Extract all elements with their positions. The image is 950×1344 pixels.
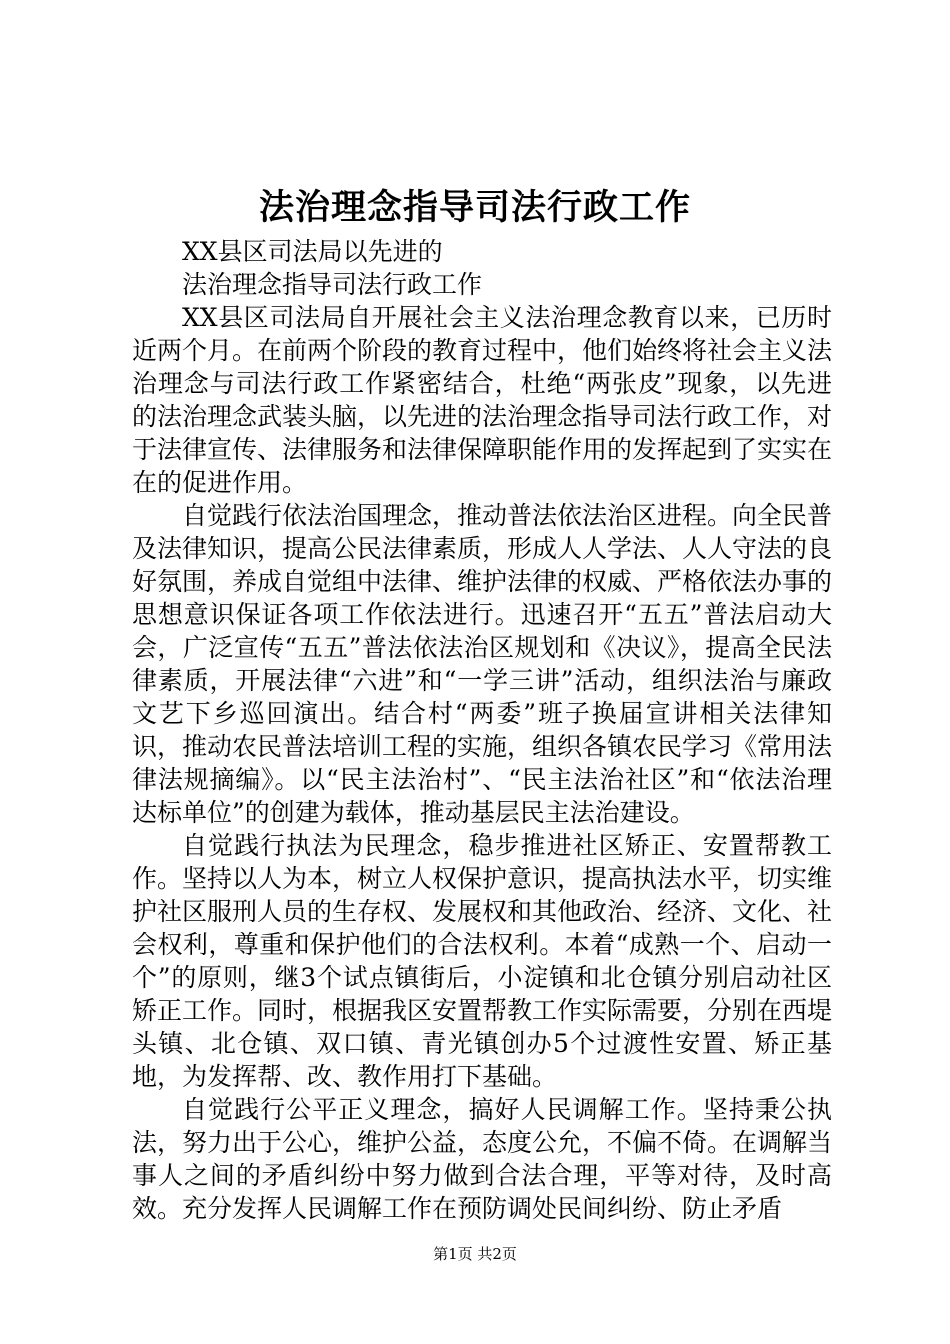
document-body (132, 235, 832, 1225)
paragraph-intro: XX县区司法局自开展社会主义法治理念教育以来，已历时近两个月。在前两个阶段的教育过程中，他们始终将社会主义法治理念与司法行政工作紧密结合，杜绝“两张皮”现象，以先进的法治理念武装头脑，以先进的法治理念指导司法行政工作，对于法律宣传、法律服务和法律保障职能作用的发挥起到了实实在在的促进作用。 (132, 303, 833, 497)
document-title: 法治理念指导司法行政工作 (258, 187, 691, 228)
paragraph-fairness-justice: 自觉践行公平正义理念，搞好人民调解工作。坚持秉公执法，努力出于公心，维护公益，态度公允，不偏不倚。在调解当事人之间的矛盾纠纷中努力做到合法合理，平等对待，及时高效。充分发挥人民调解工作在预防调处民间纠纷、防止矛盾 (132, 1095, 833, 1223)
subtitle-line-2: 法治理念指导司法行政工作 (182, 270, 483, 299)
paragraph-rule-of-law: 自觉践行依法治国理念，推动普法依法治区进程。向全民普及法律知识，提高公民法律素质，形成人人学法、人人守法的良好氛围，养成自觉组中法律、维护法律的权威、严格依法办事的思想意识保证各项工作依法进行。迅速召开“五五”普法启动大会，广泛宣传“五五”普法依法治区规划和《决议》，提高全民法律素质，开展法律“六进”和“一学三讲”活动，组织法治与廉政文艺下乡巡回演出。结合村“两委”班子换届宣讲相关法律知识，推动农民普法培训工程的实施，组织各镇农民学习《常用法律法规摘编》。以“民主法治村”、“民主法治社区”和“依法治理达标单位”的创建为载体，推动基层民主法治建设。 (132, 501, 833, 827)
paragraph-law-enforcement: 自觉践行执法为民理念，稳步推进社区矫正、安置帮教工作。坚持以人为本，树立人权保护意识，提高执法水平，切实维护社区服刑人员的生存权、发展权和其他政治、经济、文化、社会权利，尊重和保护他们的合法权利。本着“成熟一个、启动一个”的原则，继3个试点镇街后，小淀镇和北仓镇分别启动社区矫正工作。同时，根据我区安置帮教工作实际需要，分别在西堤头镇、北仓镇、双口镇、青光镇创办5个过渡性安置、矫正基地，为发挥帮、改、教作用打下基础。 (132, 831, 833, 1091)
page-footer: 第1页 共2页 (433, 1245, 517, 1263)
subtitle-line-1: XX县区司法局以先进的 (182, 237, 443, 266)
